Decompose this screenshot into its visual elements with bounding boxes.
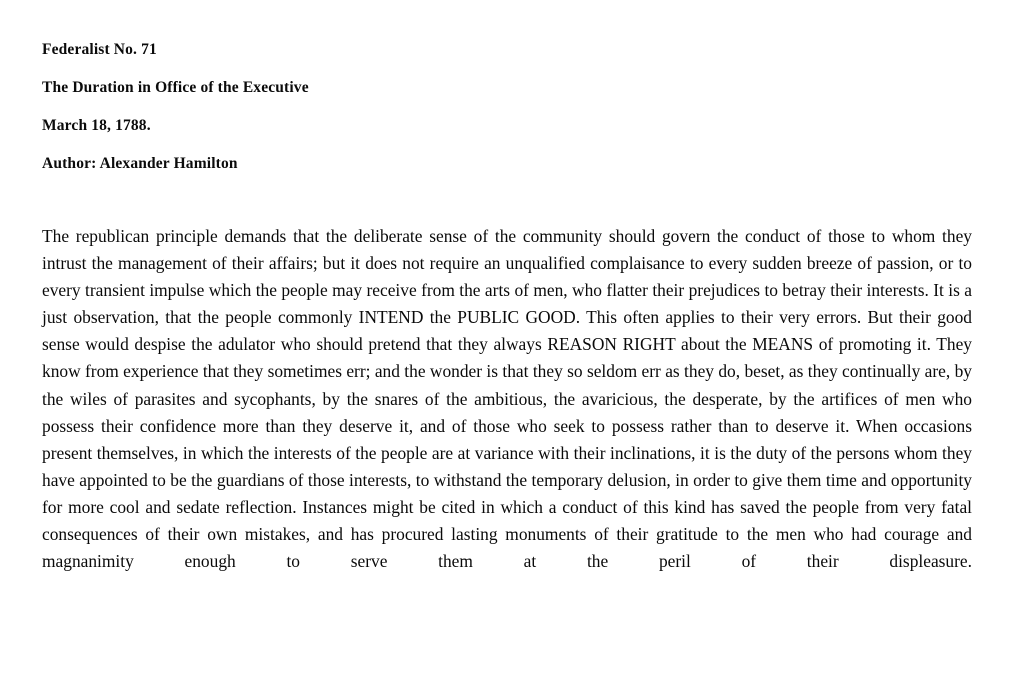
heading-paper-date: March 18, 1788. [42,117,151,134]
body-paragraph: The republican principle demands that the deliberate sense of the community should govern the conduct of those to whom they intrust the management of their affairs; but it does not require an unqualified complaisance to every sudden breeze of passion, or to every transient impulse which the people may receive from the arts of men, who flatter their prejudices to betray their interests. It is a just observation, that the people commonly INTEND the PUBLIC GOOD. This often applies to their very errors. But their good sense would despise the adulator who should pretend that they always REASON RIGHT about the MEANS of promoting it. They know from experience that they sometimes err; and the wonder is that they so seldom err as they do, beset, as they continually are, by the wiles of parasites and sycophants, by the snares of the ambitious, the avaricious, the desperate, by the artifices of men who possess their confidence more than they deserve it, and of those who seek to possess rather than to deserve it. When occasions present themselves, in which the interests of the people are at variance with their inclinations, it is the duty of the persons whom they have appointed to be the guardians of those interests, to withstand the temporary delusion, in order to give them time and opportunity for more cool and sedate reflection. Instances might be cited in which a conduct of this kind has saved the people from very fatal consequences of their own mistakes, and has procured lasting monuments of their gratitude to the men who had courage and magnanimity enough to serve them at the peril of their displeasure. [42,226,972,572]
heading-paper-author: Author: Alexander Hamilton [42,155,238,172]
heading-paper-title: The Duration in Office of the Executive [42,79,309,96]
document-body [42,223,972,602]
heading-paper-number: Federalist No. 71 [42,41,157,58]
document-content [42,0,972,602]
document-heading-block [42,0,972,183]
